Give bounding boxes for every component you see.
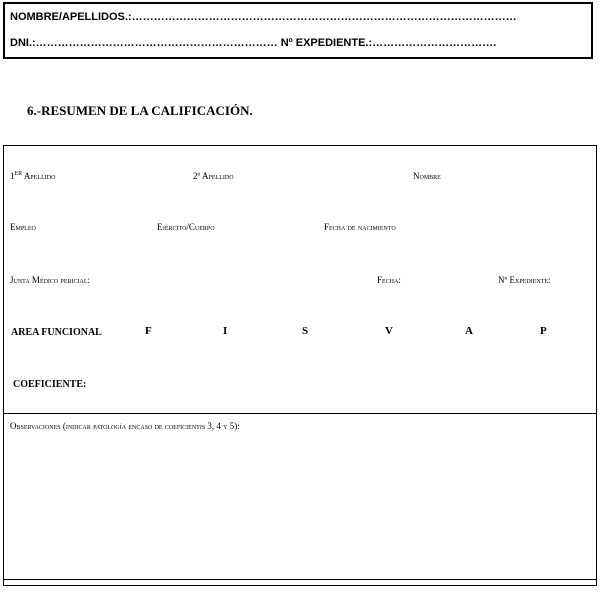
nombre-apellidos-dots: …………………………………………………………………………………………… [131,11,517,23]
calificacion-form-box [3,145,597,586]
dni-label: DNI.: [10,37,36,49]
dni-expediente-line [10,37,496,49]
fecha-nacimiento-label: Fecha de nacimiento [324,222,396,232]
nombre-apellidos-label: NOMBRE/APELLIDOS.: [10,11,132,23]
junta-medico-label: Junta Médico pericial: [10,275,91,285]
area-letter-s: S [302,325,309,337]
n-expediente-label: Nº Expediente: [498,275,551,285]
area-letter-f: F [145,325,152,337]
observaciones-divider [3,413,597,414]
nombre-apellidos-line [10,11,517,23]
primer-apellido-label: 1ER Apellido [10,171,56,181]
empleo-label: Empleo [10,222,36,232]
nombre-label: Nombre [413,171,441,181]
ejercito-cuerpo-label: Ejército/Cuerpo [157,222,215,232]
section-title: 6.-RESUMEN DE LA CALIFICACIÓN. [27,103,253,118]
bottom-divider [3,579,597,580]
area-letter-i: I [223,325,228,337]
expediente-dots: ……………………………. [372,37,497,49]
observaciones-label: Observaciones (indicar patología encaso de coeficientis 3, 4 y 5): [10,421,240,431]
coeficiente-label: COEFICIENTE: [13,379,87,390]
fecha-label: Fecha: [377,275,401,285]
dni-dots: ………………………………………………………… [35,37,278,49]
area-letter-a: A [465,325,473,337]
area-letter-v: V [385,325,393,337]
area-letter-p: P [540,325,547,337]
segundo-apellido-label: 2º Apellido [193,171,234,181]
expediente-label: Nº EXPEDIENTE.: [280,37,373,49]
area-funcional-label: AREA FUNCIONAL [11,327,102,338]
